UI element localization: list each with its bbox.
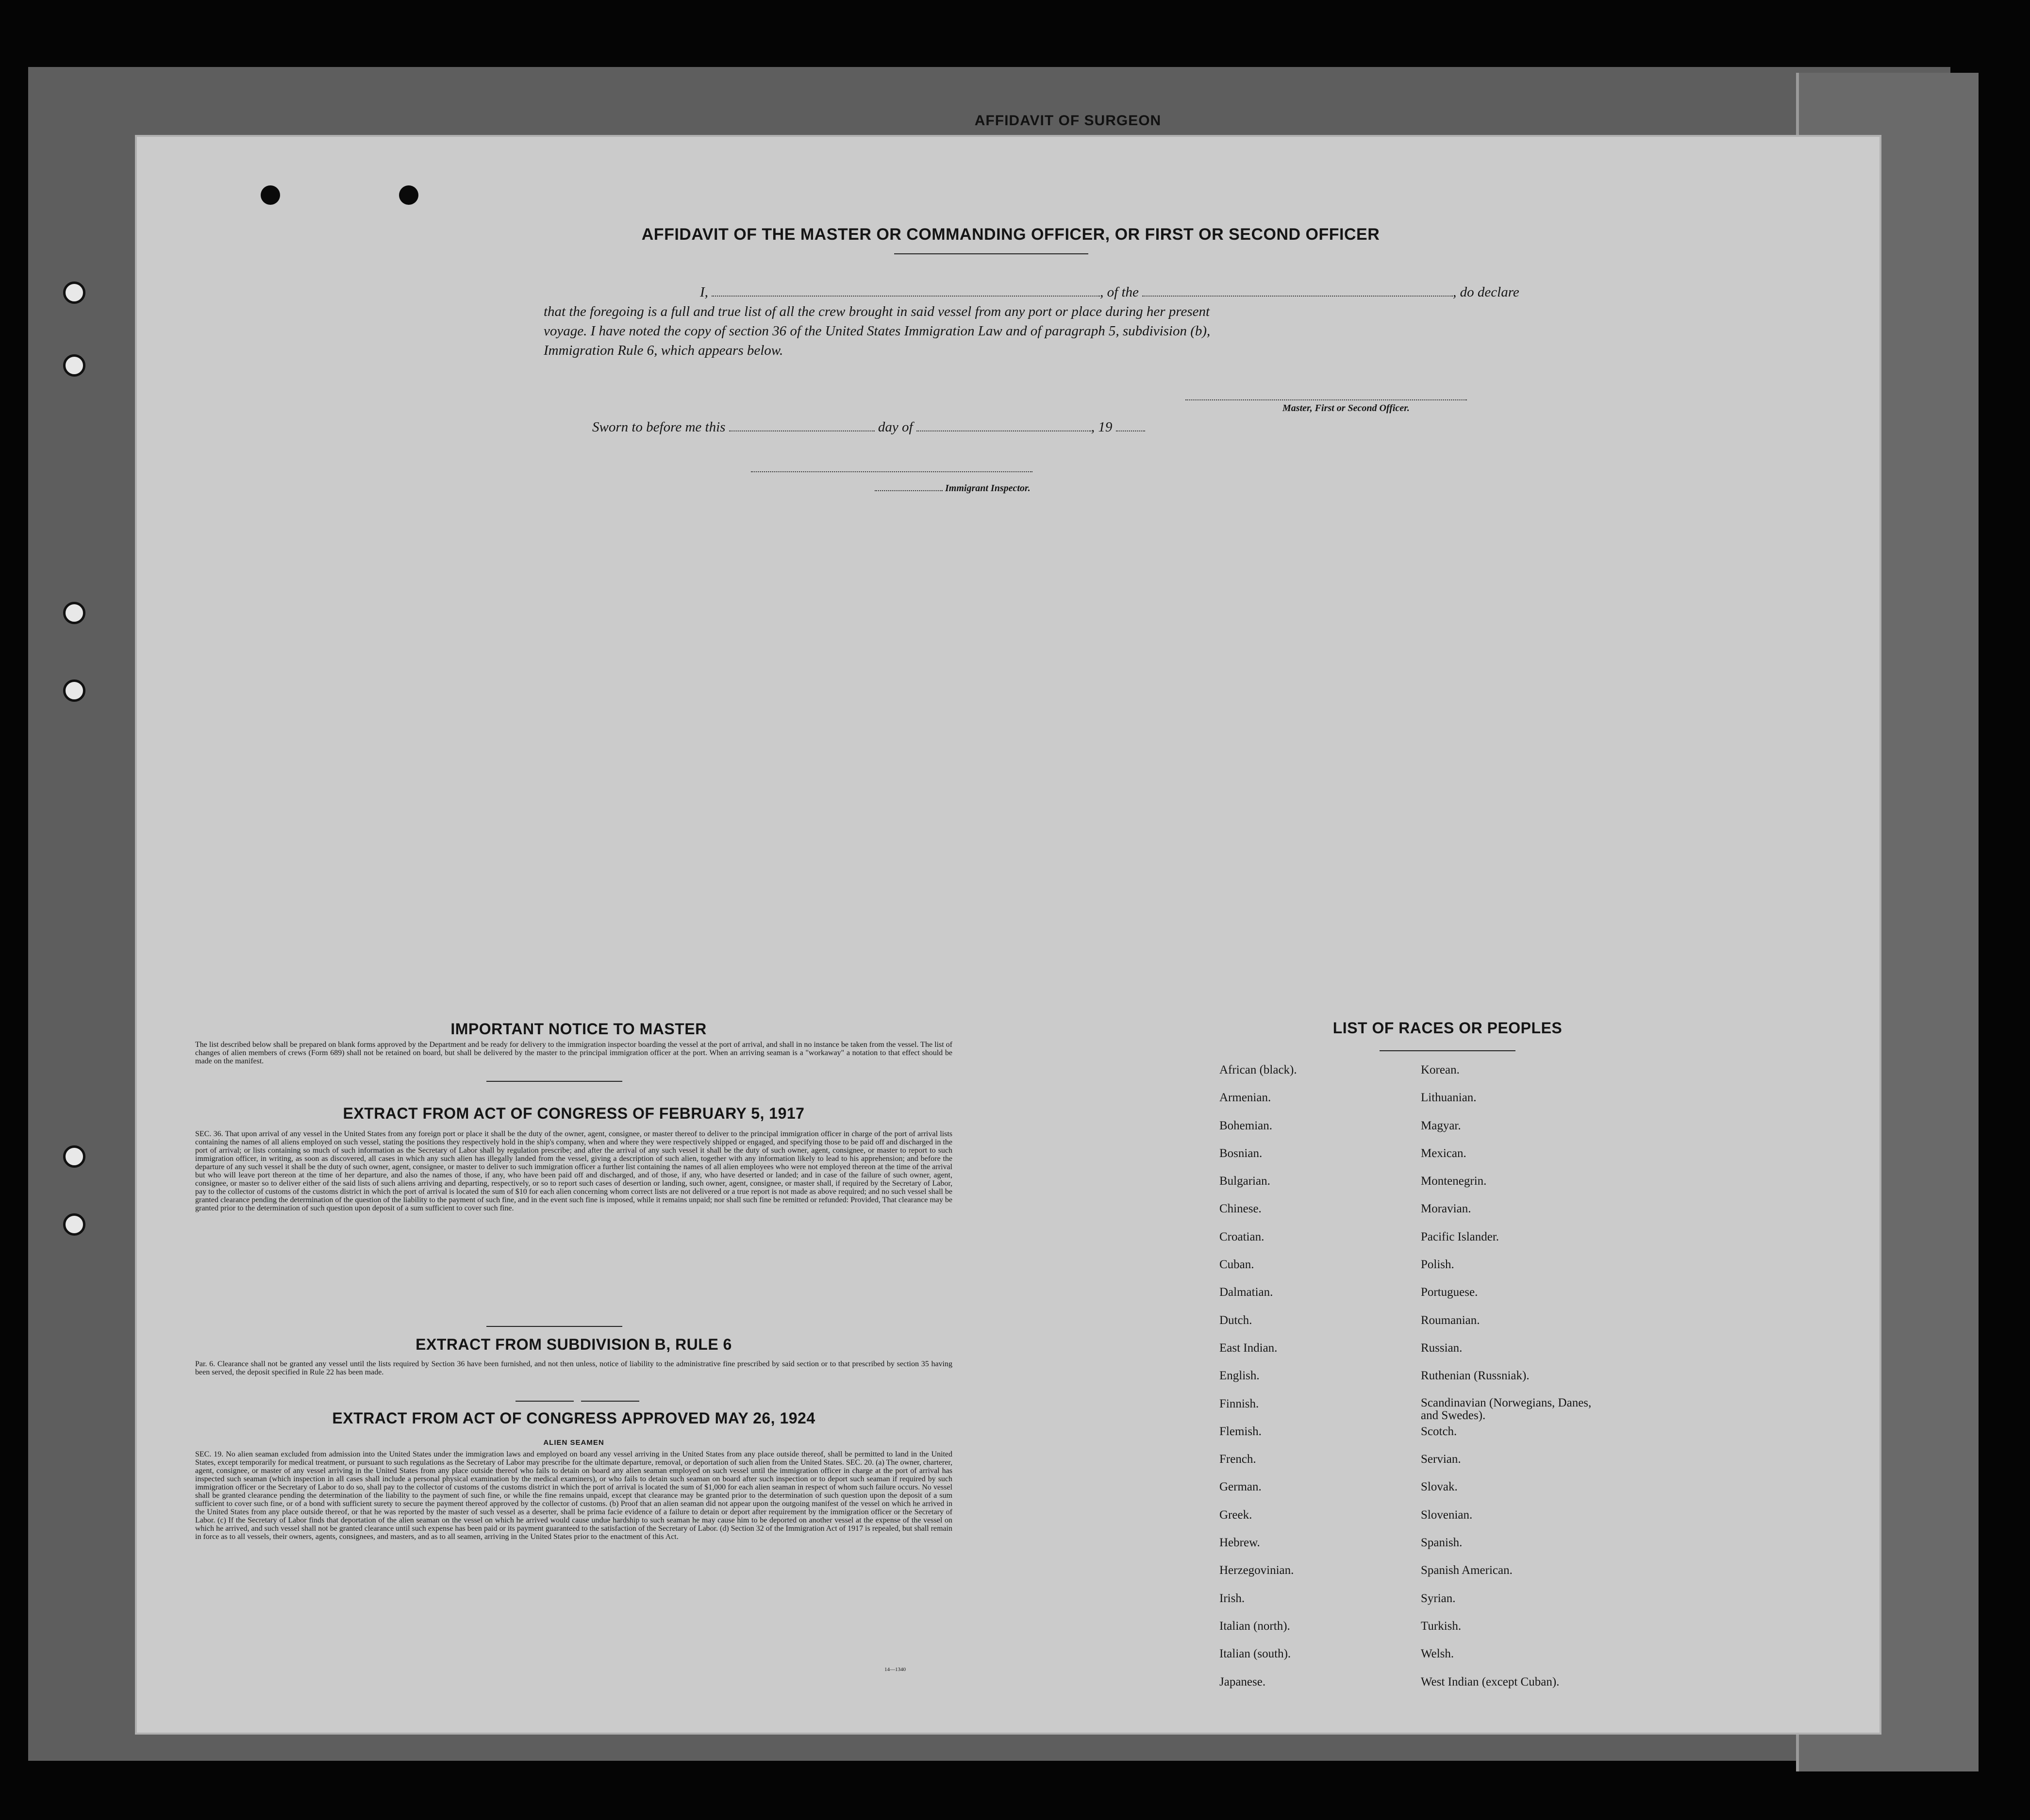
extract-1917-title: EXTRACT FROM ACT OF CONGRESS OF FEBRUARY 5, 1917 bbox=[343, 1105, 805, 1122]
subdivision-title: EXTRACT FROM SUBDIVISION B, RULE 6 bbox=[416, 1336, 732, 1353]
binder-hole-icon bbox=[63, 354, 85, 377]
day-of-label: day of bbox=[878, 419, 913, 435]
race-item: Scotch. bbox=[1421, 1424, 1457, 1438]
race-item: French. bbox=[1219, 1453, 1256, 1466]
race-item: Syrian. bbox=[1421, 1591, 1456, 1605]
binder-hole-icon bbox=[63, 1145, 85, 1168]
race-item: Pacific Islander. bbox=[1421, 1230, 1499, 1243]
race-item: Armenian. bbox=[1219, 1091, 1271, 1105]
race-item: Portuguese. bbox=[1421, 1286, 1478, 1299]
race-item: Dalmatian. bbox=[1219, 1286, 1273, 1299]
race-item: Flemish. bbox=[1219, 1424, 1262, 1438]
notice-title: IMPORTANT NOTICE TO MASTER bbox=[450, 1020, 707, 1038]
race-item: Greek. bbox=[1219, 1508, 1252, 1522]
race-item: Slovenian. bbox=[1421, 1508, 1473, 1522]
decl-do-declare: , do declare bbox=[1453, 284, 1519, 300]
race-item: Mexican. bbox=[1421, 1146, 1466, 1160]
race-item: Spanish American. bbox=[1421, 1564, 1513, 1577]
race-item: Italian (north). bbox=[1219, 1619, 1290, 1633]
sworn-line bbox=[592, 417, 1369, 437]
subdivision-text: Par. 6. Clearance shall not be granted any vessel until the lists required by Section 36 have been furnished, and not then unless, notice of liability to the administrative fine prescribed by said section or to that prescribed by section 35 having been served, the deposit specified in Rule 22 has been made. bbox=[195, 1360, 952, 1376]
race-item: Croatian. bbox=[1219, 1230, 1265, 1243]
inspector-label-text: Immigrant Inspector. bbox=[945, 483, 1031, 494]
extract-1924-title: EXTRACT FROM ACT OF CONGRESS APPROVED MAY 26, 1924 bbox=[332, 1409, 815, 1427]
sworn-month-blank[interactable] bbox=[916, 420, 1091, 431]
race-item: Lithuanian. bbox=[1421, 1091, 1477, 1105]
race-item: Slovak. bbox=[1421, 1480, 1458, 1494]
race-item: Hebrew. bbox=[1219, 1536, 1260, 1550]
race-item: Magyar. bbox=[1421, 1119, 1461, 1132]
race-item: Dutch. bbox=[1219, 1313, 1252, 1327]
race-item: Roumanian. bbox=[1421, 1313, 1480, 1327]
inspector-signature-line[interactable] bbox=[751, 471, 1032, 472]
race-item: Spanish. bbox=[1421, 1536, 1463, 1550]
punch-hole-icon bbox=[261, 185, 280, 205]
declaration-line-4: Immigration Rule 6, which appears below. bbox=[544, 343, 783, 358]
master-signature-line[interactable] bbox=[1185, 399, 1467, 400]
divider bbox=[1380, 1050, 1515, 1051]
declaration-line-1 bbox=[700, 282, 1671, 302]
race-item: Turkish. bbox=[1421, 1619, 1462, 1633]
race-item: Ruthenian (Russniak). bbox=[1421, 1369, 1530, 1383]
races-right-column bbox=[1421, 1063, 1615, 1703]
race-item: English. bbox=[1219, 1369, 1260, 1383]
declaration-line-3: voyage. I have noted the copy of section 36 of the United States Immigration Law and of paragraph 5, subdivision (b), bbox=[544, 323, 1211, 339]
divider bbox=[894, 253, 1088, 254]
divider bbox=[486, 1081, 622, 1082]
sworn-label: Sworn to before me this bbox=[592, 419, 726, 435]
race-item: Finnish. bbox=[1219, 1397, 1259, 1410]
race-item: West Indian (except Cuban). bbox=[1421, 1675, 1560, 1688]
races-left-column bbox=[1219, 1063, 1414, 1703]
punch-hole-icon bbox=[399, 185, 418, 205]
race-item: African (black). bbox=[1219, 1063, 1297, 1076]
declaration-line-2: that the foregoing is a full and true list of all the crew brought in said vessel from any port or place during her present bbox=[544, 304, 1210, 319]
binder-hole-icon bbox=[63, 679, 85, 702]
notice-text: The list described below shall be prepared on blank forms approved by the Department and be ready for delivery to the immigration inspector boarding the vessel at the port of arrival, and shall in no instance be taken from the vessel. The list of changes of alien members of crews (Form 689) shall not be retained on board, but shall be delivered by the master to the principal immigration officer at the port. When an arriving seaman is a "workaway" a notation to that effect should be made on the manifest. bbox=[195, 1041, 952, 1065]
race-item: Bohemian. bbox=[1219, 1119, 1273, 1132]
races-title: LIST OF RACES OR PEOPLES bbox=[1332, 1019, 1563, 1037]
extract-1924-text: SEC. 19. No alien seaman excluded from admission into the United States under the immigration laws and employed on board any vessel arriving in the United States from any place outside thereof, shall be permitted to land in the United States, except temporarily for medical treatment, or pursuant to such regulations as the Secretary of Labor may prescribe for the ultimate departure, removal, or deportation of such alien from the United States. SEC. 20. (a) The owner, charterer, agent, consignee, or master of any vessel arriving in the United States from any place outside thereof who fails to detain on board any alien seaman employed on such vessel until the immigration officer in charge at the port of arrival has inspected such seaman (which inspection in all cases shall include a personal physical examination by the medical examiners), or who fails to detain such seaman on board after such inspection or to deport such seaman if required by such immigration officer or the Secretary of Labor to do so, shall pay to the collector of customs of the customs district in which the port of arrival is located the sum of $1,000 for each alien seaman in respect of whom such failure occurs. No vessel shall be granted clearance pending the determination of the liability to the payment of such fine, or while the fine remains unpaid, except that clearance may be granted prior to the determination of such question upon the deposit of a sum sufficient to cover such fine, or of a bond with sufficient surety to secure the payment thereof approved by the collector of customs. (b) Proof that an alien seaman did not appear upon the outgoing manifest of the vessel on which he arrived in the United States from any place outside thereof, or that he was reported by the master of such vessel as a deserter, shall be prima facie evidence of a failure to detain or deport after requirement by the immigration officer or the Secretary of Labor. (c) If the Secretary of Labor finds that deportation of the alien seaman on the vessel on which he arrived would cause undue hardship to such seaman he may cause him to be deported on another vessel at the expense of the vessel on which he arrived, and such vessel shall not be granted clearance until such expense has been paid or its payment guaranteed to the satisfaction of the Secretary of Labor. (d) Section 32 of the Immigration Act of 1917 is repealed, but shall remain in force as to all vessels, their owners, agents, consignees, and masters, and as to all seamen, arriving in the United States prior to the enactment of this Act. bbox=[195, 1450, 952, 1541]
back-sheet-header: AFFIDAVIT OF SURGEON bbox=[974, 113, 1162, 129]
year-label: , 19 bbox=[1091, 419, 1113, 435]
race-item: Scandinavian (Norwegians, Danes, and Swedes). bbox=[1421, 1396, 1592, 1422]
divider bbox=[516, 1401, 574, 1402]
race-item: Montenegrin. bbox=[1421, 1175, 1487, 1188]
race-item: Korean. bbox=[1421, 1063, 1460, 1076]
binder-hole-icon bbox=[63, 281, 85, 304]
inspector-label bbox=[875, 482, 1031, 494]
race-item: Japanese. bbox=[1219, 1675, 1266, 1688]
name-blank[interactable] bbox=[712, 285, 1100, 297]
vessel-blank[interactable] bbox=[1142, 285, 1453, 297]
race-item: Moravian. bbox=[1421, 1202, 1471, 1216]
race-item: Welsh. bbox=[1421, 1647, 1454, 1661]
sworn-year-blank[interactable] bbox=[1116, 420, 1145, 431]
affidavit-title: AFFIDAVIT OF THE MASTER OR COMMANDING OFFICER, OR FIRST OR SECOND OFFICER bbox=[641, 225, 1380, 244]
race-item: Russian. bbox=[1421, 1341, 1463, 1355]
inspector-dots bbox=[875, 482, 943, 491]
divider bbox=[486, 1326, 622, 1327]
extract-1917-text: SEC. 36. That upon arrival of any vessel in the United States from any foreign port or place it shall be the duty of the owner, agent, consignee, or master thereof to deliver to the principal immigration officer in charge of the port of arrival lists containing the names of all aliens employed on such vessel, stating the positions they respectively hold in the ship's company, when and where they were respectively shipped or engaged, and specifying those to be paid off and discharged in the port of arrival; or lists containing so much of such information as the Secretary of Labor shall by regulation prescribe; and after the arrival of any such vessel it shall be the duty of such owner, agent, consignee, or master to report to such immigration officer, in writing, as soon as discovered, all cases in which any such alien has illegally landed from the vessel, giving a description of such alien, together with any information likely to lead to his apprehension; and before the departure of any such vessel it shall be the duty of such owner, agent, consignee, or master to deliver to such immigration officer a further list containing the names of all alien employees who were not employed thereon at the time of the arrival but who will leave port thereon at the time of her departure, and also the names of those, if any, who have been paid off and discharged, and of those, if any, who have deserted or landed; and in case of the failure of such owner, agent, consignee, or master so to deliver either of the said lists of such aliens arriving and departing, respectively, or so to report such cases of desertion or landing, such owner, agent, consignee, or master shall, if required by the Secretary of Labor, pay to the collector of customs of the customs district in which the port of arrival is located the sum of $10 for each alien concerning whom correct lists are not delivered or a true report is not made as above required; and no such vessel shall be granted clearance pending the determination of the question of the liability to the payment of such fine, and in the event such fine is imposed, while it remains unpaid; nor shall such fine be remitted or refunded: Provided, That clearance may be granted prior to the determination of such question upon deposit of a sum sufficient to cover such fine. bbox=[195, 1130, 952, 1212]
race-item: Chinese. bbox=[1219, 1202, 1262, 1216]
race-item: Servian. bbox=[1421, 1453, 1461, 1466]
race-item: Italian (south). bbox=[1219, 1647, 1291, 1661]
race-item: German. bbox=[1219, 1480, 1262, 1494]
decl-of-the: , of the bbox=[1100, 284, 1139, 300]
decl-i: I, bbox=[700, 284, 708, 300]
sworn-day-blank[interactable] bbox=[729, 420, 875, 431]
race-item: Herzegovinian. bbox=[1219, 1564, 1294, 1577]
race-item: Bulgarian. bbox=[1219, 1175, 1270, 1188]
race-item: East Indian. bbox=[1219, 1341, 1278, 1355]
race-item: Polish. bbox=[1421, 1258, 1454, 1272]
master-signature-label: Master, First or Second Officer. bbox=[1282, 403, 1410, 414]
form-page bbox=[137, 137, 1880, 1733]
race-item: Irish. bbox=[1219, 1591, 1245, 1605]
race-item: Bosnian. bbox=[1219, 1146, 1263, 1160]
form-number: 14—1340 bbox=[884, 1667, 906, 1672]
extract-1924-subtitle: ALIEN SEAMEN bbox=[543, 1439, 604, 1447]
binder-hole-icon bbox=[63, 1213, 85, 1236]
divider bbox=[581, 1401, 639, 1402]
binder-hole-icon bbox=[63, 602, 85, 624]
race-item: Cuban. bbox=[1219, 1258, 1254, 1272]
